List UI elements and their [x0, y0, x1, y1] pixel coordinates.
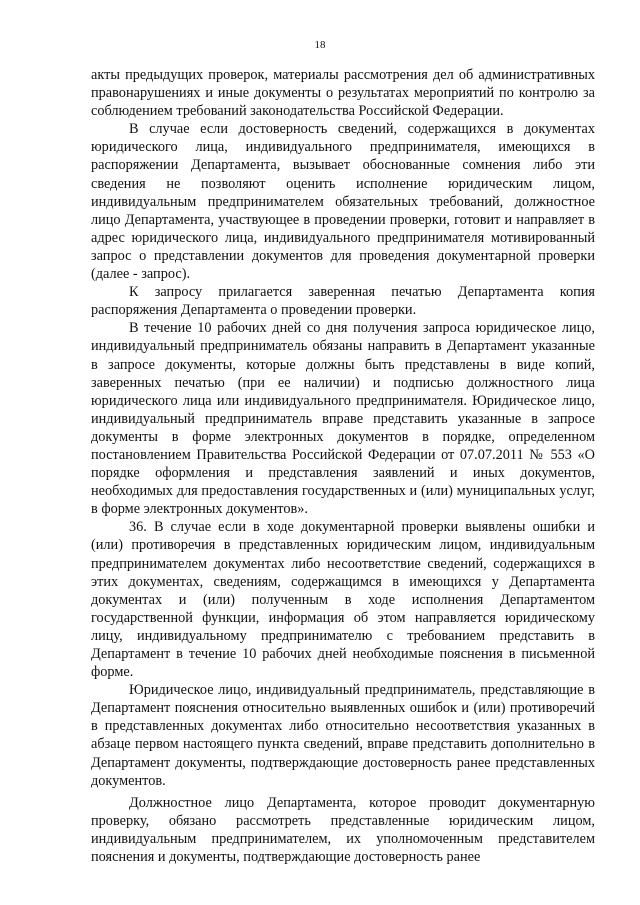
paragraph-explanations: Юридическое лицо, индивидуальный предприниматель, представляющие в Департамент пояснения относительно выявленных ошибок и (или) противоречий в представленных документах либо относительно несоответствия указанных в абзаце первом настоящего пункта сведений, вправе представить дополнительно в Департамент документы, подтверждающие достоверность ранее представленных документов.	[91, 682, 595, 789]
paragraph-item-36: 36. В случае если в ходе документарной проверки выявлены ошибки и (или) противоречия в представленных юридическим лицом, индивидуальным предпринимателем документах либо несоответствие сведений, содержащихся в этих документах, сведениям, содержащимся в имеющихся у Департамента документах и (или) полученным в ходе исполнения Департаментом государственной функции, информация об этом направляется юридическому лицу, индивидуальному предпринимателю с требованием представить в Департамент в течение 10 рабочих дней необходимые пояснения в письменной форме.	[91, 519, 595, 681]
document-body	[91, 66, 595, 866]
paragraph-official-review: Должностное лицо Департамента, которое проводит документарную проверку, обязано рассмотреть представленные юридическим лицом, индивидуальным предпринимателем, их уполномоченным представителем пояснения и документы, подтверждающие достоверность ранее	[91, 794, 595, 866]
paragraph-document-submission: В течение 10 рабочих дней со дня получения запроса юридическое лицо, индивидуальный предприниматель обязаны направить в Департамент указанные в запросе документы, которые должны быть представлены в виде копий, заверенных печатью (при ее наличии) и подписью должностного лица юридического лица или индивидуального предпринимателя. Юридическое лицо, индивидуальный предприниматель вправе представить указанные в запросе документы в форме электронных документов в порядке, определенном постановлением Правительства Российской Федерации от 07.07.2011 № 553 «О порядке оформления и представления заявлений и иных документов, необходимых для предоставления государственных и (или) муниципальных услуг, в форме электронных документов».	[91, 320, 595, 518]
paragraph-continuation: акты предыдущих проверок, материалы рассмотрения дел об административных правонарушениях и иные документы о результатах мероприятий по контролю за соблюдением требований законодательства Российской Федерации.	[91, 67, 595, 120]
page-number: 18	[314, 39, 326, 51]
paragraph-request-attachment: К запросу прилагается заверенная печатью Департамента копия распоряжения Департамента о проведении проверки.	[91, 284, 595, 319]
paragraph-request-reason: В случае если достоверность сведений, содержащихся в документах юридического лица, индивидуального предпринимателя, имеющихся в распоряжении Департамента, вызывает обоснованные сомнения либо эти сведения не позволяют оценить исполнение юридическим лицом, индивидуальным предпринимателем обязательных требований, должностное лицо Департамента, участвующее в проведении проверки, готовит и направляет в адрес юридического лица, индивидуального предпринимателя мотивированный запрос о представлении документов для проведения документарной проверки (далее - запрос).	[91, 121, 595, 283]
